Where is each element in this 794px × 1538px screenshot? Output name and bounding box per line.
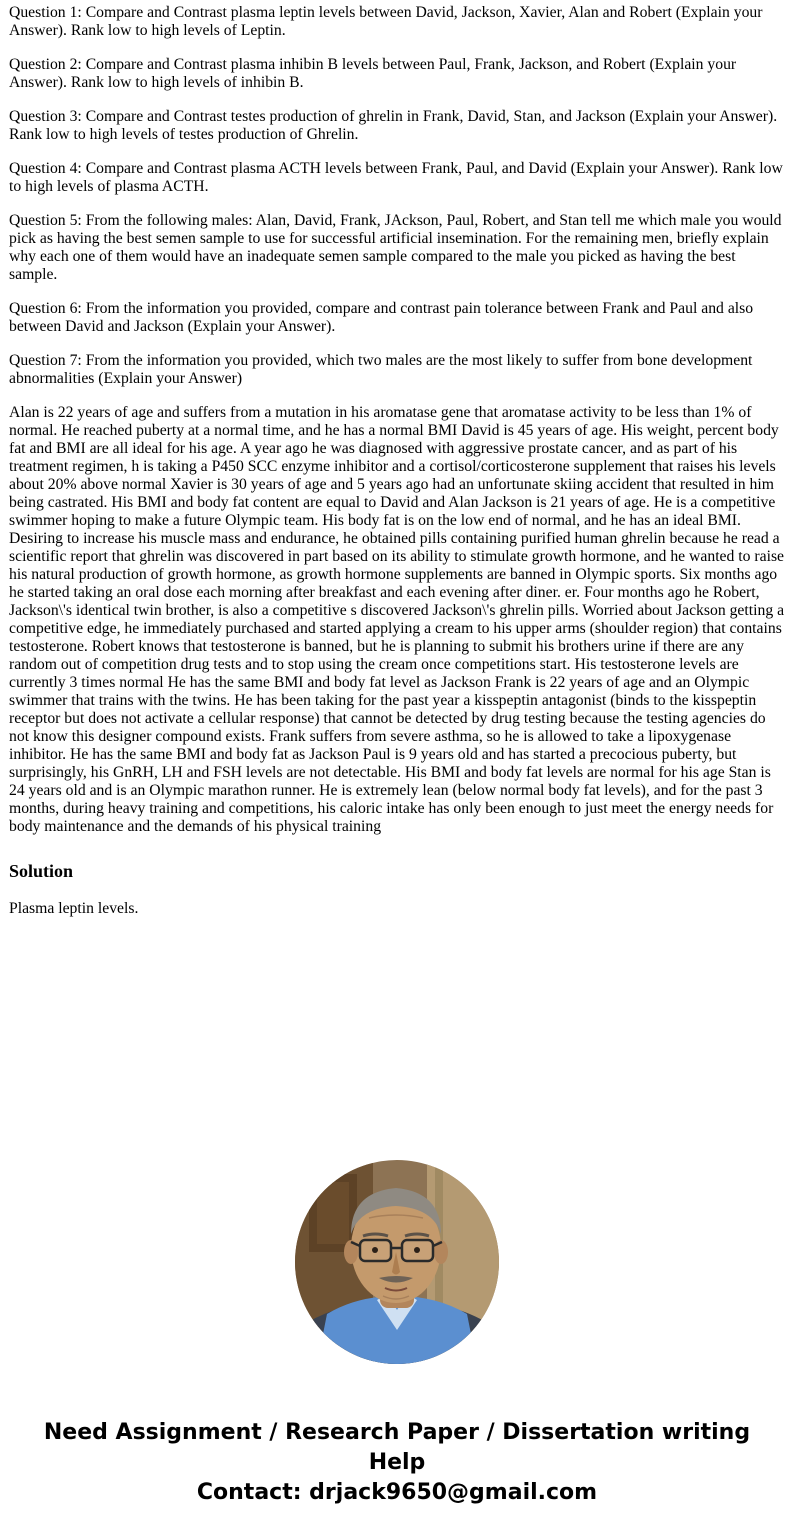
solution-text: Plasma leptin levels.	[9, 900, 139, 917]
tutor-photo	[295, 1160, 499, 1364]
footer-promo	[25, 1418, 770, 1538]
question-4: Question 4: Compare and Contrast plasma ACTH levels between Frank, Paul, and David (Explain your Answer). Rank low to high levels of plasma ACTH.	[9, 160, 783, 195]
question-2: Question 2: Compare and Contrast plasma inhibin B levels between Paul, Frank, Jackson, and Robert (Explain your Answer). Rank low to high levels of inhibin B.	[9, 56, 737, 91]
footer-contact-email: Contact: drjack9650@gmail.com	[196, 1480, 598, 1505]
question-1: Question 1: Compare and Contrast plasma leptin levels between David, Jackson, Xavier, Alan and Robert (Explain your Answer). Rank low to high levels of Leptin.	[9, 4, 763, 39]
question-7: Question 7: From the information you provided, which two males are the most likely to suffer from bone development abnormalities (Explain your Answer)	[9, 352, 753, 387]
footer-help-text: Need Assignment / Research Paper / Dissertation writing Help	[43, 1420, 751, 1475]
question-3: Question 3: Compare and Contrast testes production of ghrelin in Frank, David, Stan, and Jackson (Explain your Answer). Rank low to high levels of testes production of Ghrelin.	[9, 108, 778, 143]
question-5: Question 5: From the following males: Alan, David, Frank, JAckson, Paul, Robert, and Stan tell me which male you would pick as having the best semen sample to use for successful artificial insemination. For the remaining men, briefly explain why each one of them would have an inadequate semen sample compared to the male you picked as having the best sample.	[9, 212, 782, 283]
question-6: Question 6: From the information you provided, compare and contrast pain tolerance between Frank and Paul and also between David and Jackson (Explain your Answer).	[9, 300, 754, 335]
tutor-photo-container	[0, 1160, 794, 1364]
solution-heading: Solution	[9, 861, 74, 881]
case-study-text: Alan is 22 years of age and suffers from a mutation in his aromatase gene that aromatase activity to be less than 1% of normal. He reached puberty at a normal time, and he has a normal BMI David is 45 years of age. His weight, percent body fat and BMI are all ideal for his age. A year ago he was diagnosed with aggressive prostate cancer, and as part of his treatment regimen, h is taking a P450 SCC enzyme inhibitor and a cortisol/corticosterone supplement that raises his levels about 20% above normal Xavier is 30 years of age and 5 years ago had an unfortunate skiing accident that resulted in him being castrated. His BMI and body fat content are equal to David and Alan Jackson is 21 years of age. He is a competitive swimmer hoping to make a future Olympic team. His body fat is on the low end of normal, and he has an ideal BMI. Desiring to increase his muscle mass and endurance, he obtained pills containing purified human ghrelin because he read a scientific report that ghrelin was discovered in part based on its ability to stimulate growth hormone, and he wanted to raise his natural production of growth hormone, as growth hormone supplements are banned in Olympic sports. Six months ago he started taking an oral dose each morning after breakfast and each evening after diner. er. Four months ago he Robert, Jackson\'s identical twin brother, is also a competitive s discovered Jackson\'s ghrelin pills. Worried about Jackson getting a competitive edge, he immediately purchased and started applying a cream to his upper arms (shoulder region) that contains testosterone. Robert knows that testosterone is banned, but he is planning to submit his brothers urine if there are any random out of competition drug tests and to stop using the cream once competitions start. His testosterone levels are currently 3 times normal He has the same BMI and body fat level as Jackson Frank is 22 years of age and an Olympic swimmer that trains with the twins. He has been taking for the past year a kisspeptin antagonist (binds to the kisspeptin receptor but does not activate a cellular response) that cannot be detected by drug testing because the testing agencies do not know this designer compound exists. Frank suffers from severe asthma, so he is allowed to take a lipoxygenase inhibitor. He has the same BMI and body fat as Jackson Paul is 9 years old and has started a precocious puberty, but surprisingly, his GnRH, LH and FSH levels are not detectable. His BMI and body fat levels are normal for his age Stan is 24 years old and is an Olympic marathon runner. He is extremely lean (below normal body fat levels), and for the past 3 months, during heavy training and competitions, his caloric intake has only been enough to just meet the energy needs for body maintenance and the demands of his physical training	[9, 404, 785, 835]
